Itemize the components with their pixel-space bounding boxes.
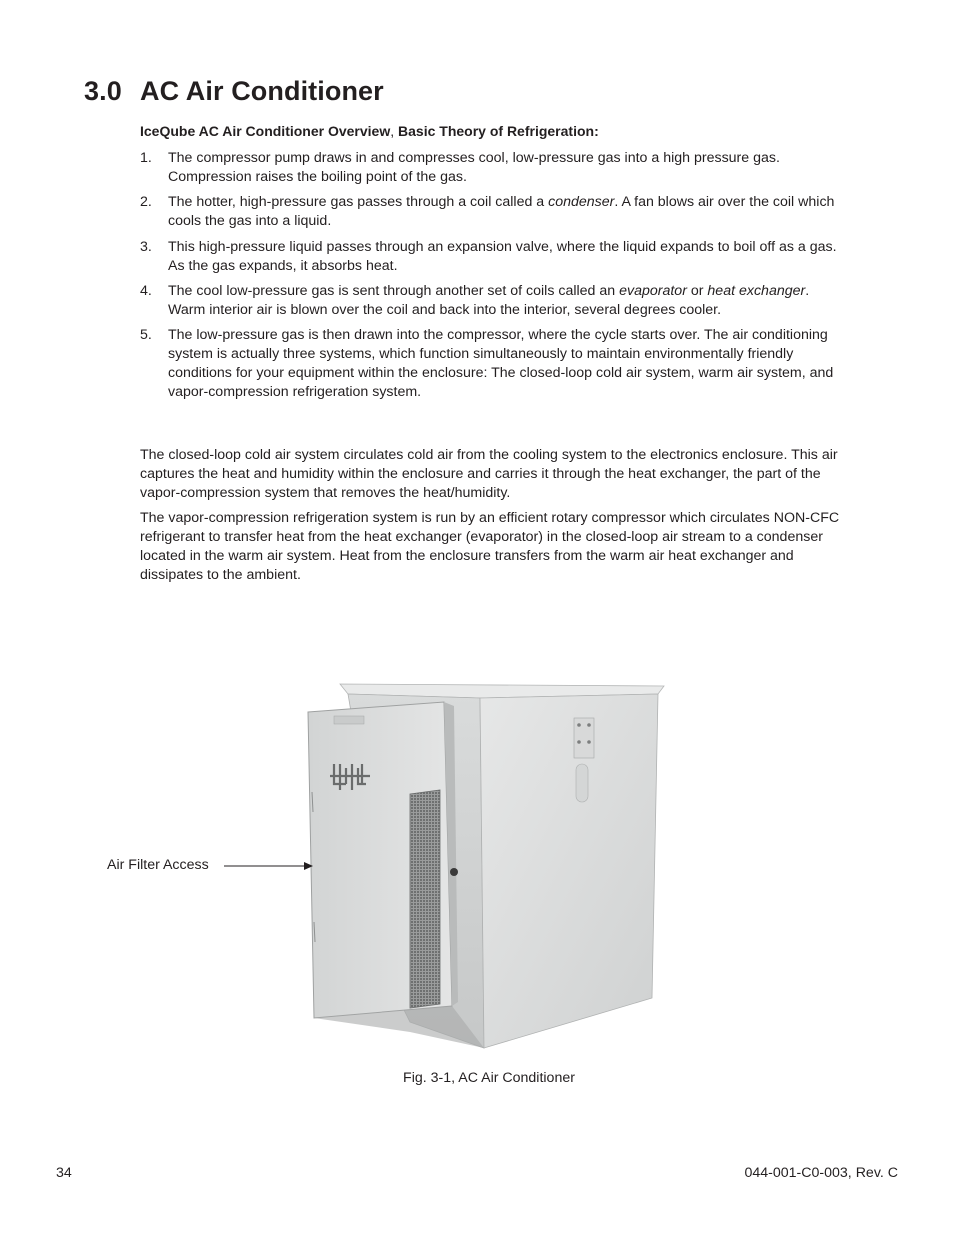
paragraph-vapor-compression: The vapor-compression refrigeration system is run by an efficient rotary compressor which circulates NON-CFC refrigerant to transfer heat from the heat exchanger (evaporator) in the closed-loop air stream to a condenser located in the warm air system. Heat from the enclosure transfers from the warm air heat exchanger and dissipates to the ambient. (140, 510, 840, 583)
page-number: 34 (56, 1165, 72, 1181)
subheading-separator: , (390, 123, 395, 139)
subheading (140, 123, 599, 139)
document-id: 044-001-C0-003, Rev. C (744, 1165, 898, 1181)
step-term: heat exchanger (707, 282, 806, 299)
section-number: 3.0 (84, 76, 122, 106)
step-text: The compressor pump draws in and compresses cool, low-pressure gas into a high pressure gas. Compression raises the boiling point of the gas. (168, 150, 780, 185)
section-title-text: AC Air Conditioner (140, 76, 384, 106)
step-text: or (686, 282, 708, 299)
step-text: This high-pressure liquid passes through an expansion valve, where the liquid expands to boil off as a gas. As the gas expands, it absorbs heat. (168, 238, 837, 274)
list-item (140, 149, 845, 187)
list-item (140, 193, 845, 231)
step-text: . Warm interior air is blown over the coil and back into the interior, several degrees cooler. (168, 282, 810, 318)
list-item (140, 326, 845, 402)
step-text: The low-pressure gas is then drawn into the compressor, where the cycle starts over. The air conditioning system is actually three systems, which function simultaneously to maintain environmentally friendly conditions for your equipment within the enclosure: The closed-loop cold air system, warm air system, and vapor-compression refrigeration system. (168, 327, 834, 400)
air-filter-access-label: Air Filter Access (107, 857, 209, 873)
subheading-part2: Basic Theory of Refrigeration: (398, 123, 599, 139)
step-number: 4. (140, 282, 152, 299)
paragraph-closed-loop: The closed-loop cold air system circulates cold air from the cooling system to the electronics enclosure. This air captures the heat and humidity within the enclosure and carries it through the heat exchanger, the part of the vapor-compression system that removes the heat/humidity. (140, 447, 838, 501)
refrigeration-steps (140, 149, 845, 408)
callout-arrow-icon (224, 859, 314, 873)
step-term: evaporator (619, 282, 687, 299)
step-text: The cool low-pressure gas is sent through another set of coils called an (168, 282, 620, 299)
step-text: . A fan blows air over the coil which cools the gas into a liquid. (168, 194, 835, 230)
step-number: 2. (140, 194, 152, 211)
list-item (140, 238, 845, 276)
ac-enclosure-illustration (300, 672, 670, 1052)
list-item (140, 282, 845, 320)
section-title (84, 76, 384, 107)
step-number: 1. (140, 150, 152, 166)
step-number: 3. (140, 238, 152, 255)
figure-caption: Fig. 3-1, AC Air Conditioner (403, 1070, 575, 1086)
step-term: condenser (548, 194, 615, 211)
step-text: The hotter, high-pressure gas passes through a coil called a (168, 194, 549, 211)
subheading-part1: IceQube AC Air Conditioner Overview (140, 123, 391, 139)
step-number: 5. (140, 327, 152, 344)
